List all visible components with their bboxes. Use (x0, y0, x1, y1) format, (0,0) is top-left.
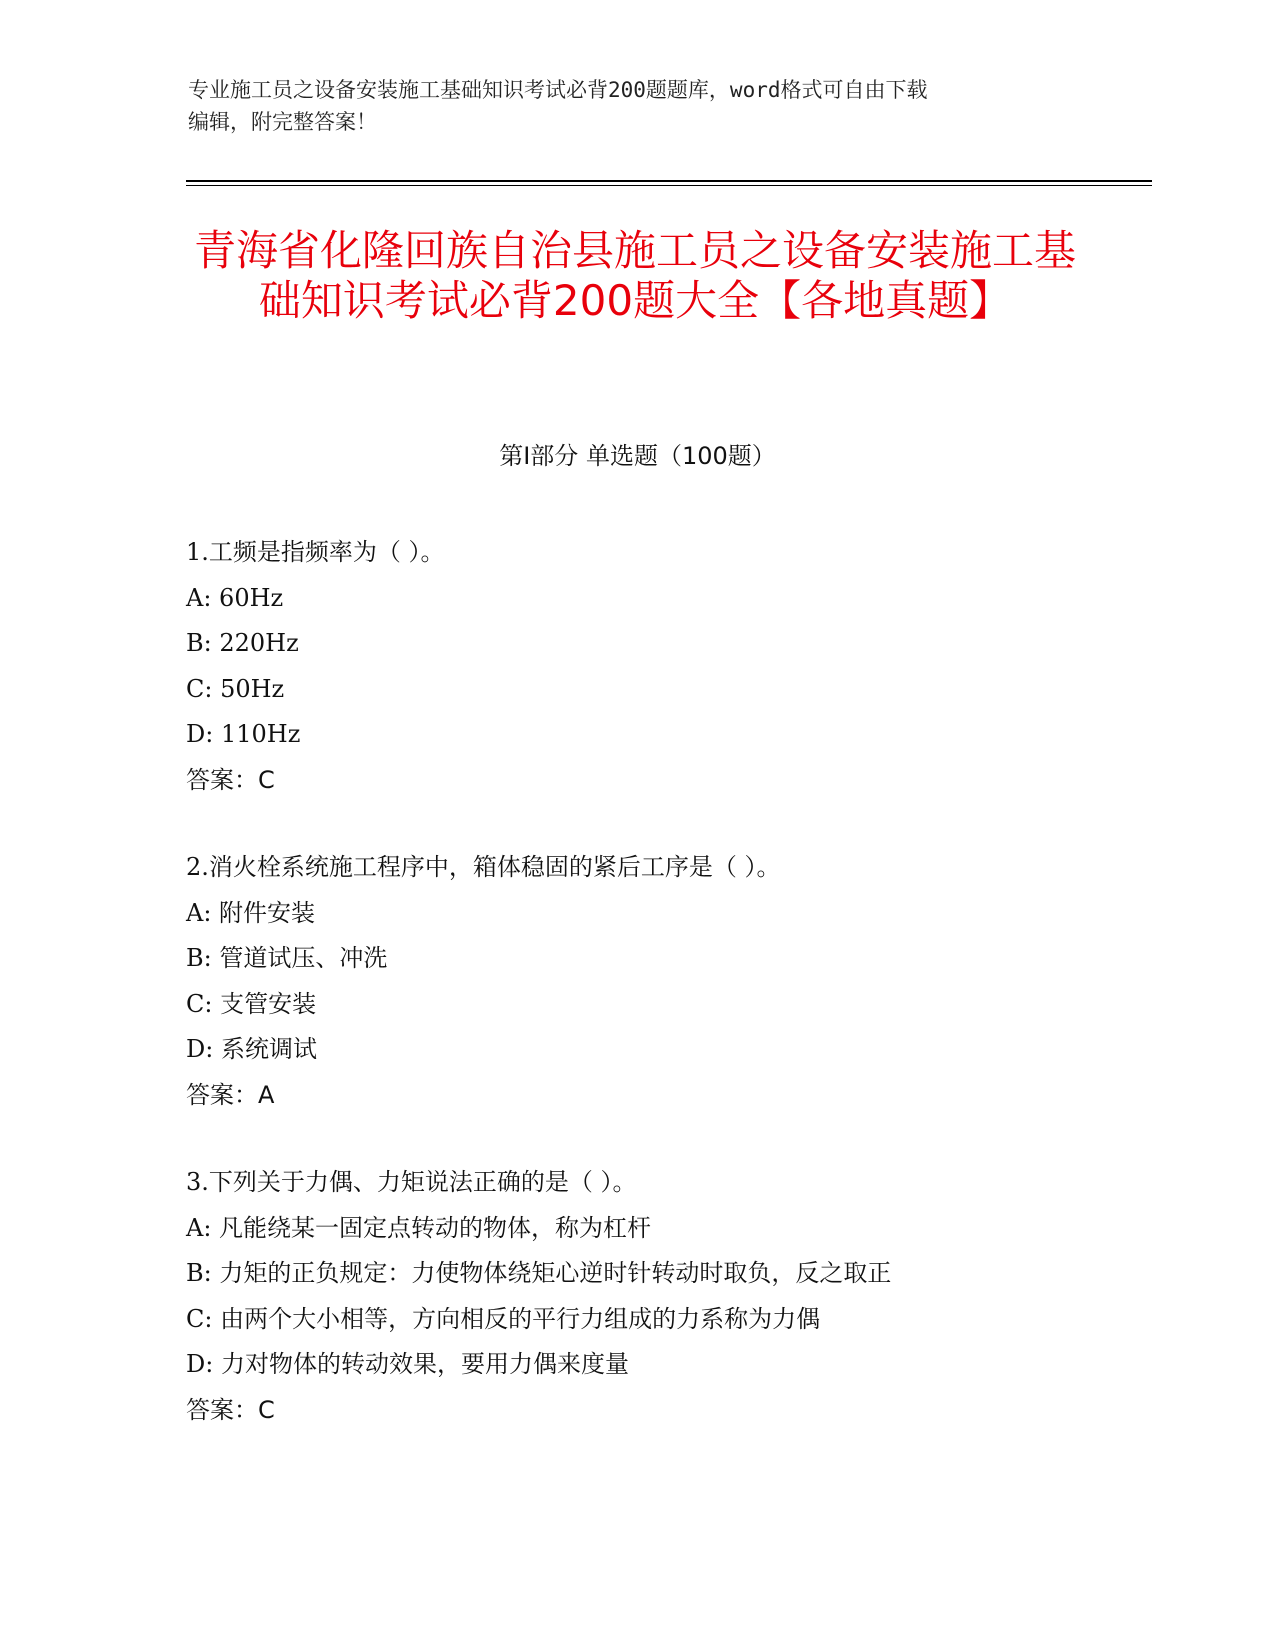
question-stem: 3.下列关于力偶、力矩说法正确的是（ ）。 (186, 1168, 637, 1196)
option-b: B: 力矩的正负规定：力使物体绕矩心逆时针转动时取负，反之取正 (186, 1259, 892, 1287)
question-block (186, 530, 1086, 803)
option-c: C: 由两个大小相等，方向相反的平行力组成的力系称为力偶 (186, 1304, 821, 1333)
header-note-line-1: 专业施工员之设备安装施工基础知识考试必背200题题库，word格式可自由下载 (188, 78, 928, 102)
header-divider-thin (186, 185, 1152, 186)
header-note (188, 74, 1088, 138)
answer-line: 答案：A (186, 1080, 275, 1109)
document-title: 青海省化隆回族自治县施工员之设备安装施工基础知识考试必背200题大全【各地真题】 (193, 226, 1076, 325)
option-d: D: 系统调试 (186, 1035, 317, 1063)
option-b: B: 220Hz (186, 629, 299, 657)
option-d: D: 力对物体的转动效果，要用力偶来度量 (186, 1350, 629, 1378)
option-b: B: 管道试压、冲洗 (186, 944, 388, 972)
question-block (186, 845, 1086, 1118)
option-a: A: 60Hz (186, 583, 284, 612)
question-stem: 2.消火栓系统施工程序中，箱体稳固的紧后工序是（ ）。 (186, 853, 781, 881)
header-divider-thick (186, 180, 1152, 182)
answer-line: 答案：C (186, 765, 275, 794)
option-c: C: 50Hz (186, 674, 285, 703)
question-block (186, 1160, 1086, 1433)
question-stem: 1.工频是指频率为（ ）。 (186, 538, 445, 566)
option-d: D: 110Hz (186, 720, 301, 748)
option-a: A: 凡能绕某一固定点转动的物体，称为杠杆 (186, 1213, 652, 1242)
option-c: C: 支管安装 (186, 989, 317, 1018)
answer-line: 答案：C (186, 1395, 275, 1424)
section-heading: 第Ⅰ部分 单选题（100题） (499, 442, 776, 470)
question-list (186, 530, 1086, 1475)
header-note-line-2: 编辑，附完整答案！ (188, 110, 377, 134)
option-a: A: 附件安装 (186, 898, 316, 927)
